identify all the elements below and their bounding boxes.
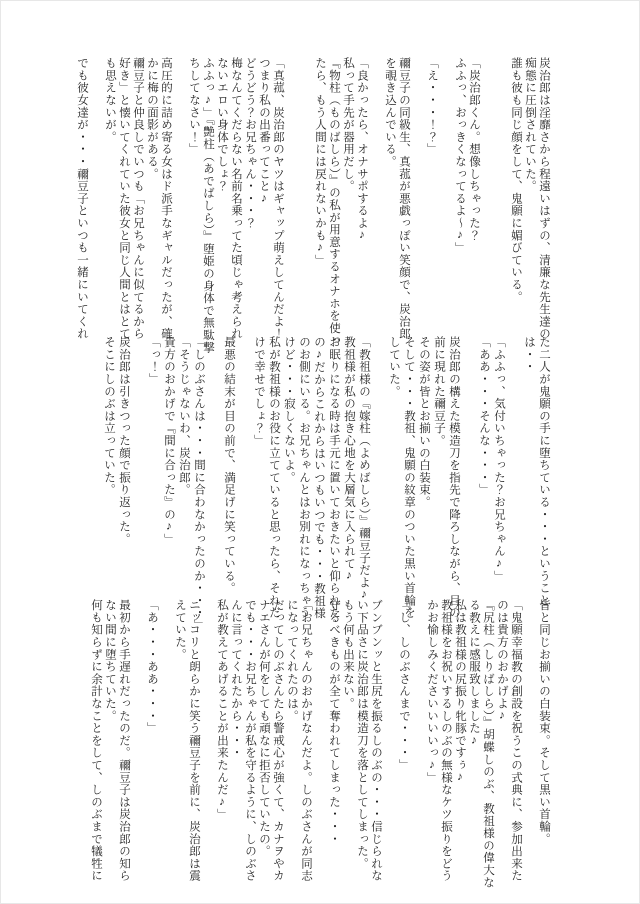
text-column: つまり私の出番ってこと♪: [258, 57, 270, 206]
text-band-middle: [101, 336, 551, 631]
text-column: 「炭治郎くん。想像しちゃった？: [468, 57, 480, 242]
text-column: 『尻柱（しりばしら）』胡蝶しのぶ、教祖様の偉大な: [482, 599, 494, 889]
text-column: 最悪の結末が目の前で、満足げに笑っている。: [223, 336, 235, 595]
text-band-bottom: [89, 599, 551, 888]
text-column: 「しのぶさんは・・・間に合わなかったのか・・・」: [193, 336, 205, 632]
text-column: 「ああ・・・そんな・・・」: [478, 336, 490, 496]
text-column: ふふっ、おっきくなってるよ～♪」: [454, 57, 466, 255]
text-column: [371, 336, 386, 631]
text-column: 高圧的に詰め寄る女はド派手なギャルだったが、確: [160, 57, 172, 340]
text-column: 梅なんてくだらない名前名乗ってた頃じゃ考えられ: [230, 57, 242, 340]
text-column: 何も知らずに余計なことをして、しのぶまで犠牲に: [90, 599, 102, 882]
text-column: んに言ってくれたから・・・: [230, 599, 242, 759]
text-column: [523, 599, 537, 888]
text-column: [173, 57, 187, 354]
text-column: 私は教祖様の尻振り牝豚ですぅ♪: [454, 599, 466, 784]
text-column: 炭治郎の構えた模造刀を指先で降ろしながら、目の: [448, 336, 460, 619]
text-column: けど・・・寂しくないよ。: [283, 336, 295, 484]
text-column: [89, 57, 103, 354]
text-column: い下品さに炭治郎は模造刀を落としてしまった。: [356, 599, 368, 870]
text-column: 「鬼願幸福教の創設を祝うこの式典に、参加出来た: [510, 599, 522, 882]
text-column: 私が教えてあげることが出来たんだ♪」: [216, 599, 228, 821]
text-column: [236, 336, 251, 631]
text-column: 「し、しのぶさんまで・・・」: [398, 599, 410, 772]
text-column: 守るべきものが全て奪われてしまった・・・: [328, 599, 340, 845]
text-column: のお側にいる。お兄ちゃんとはお別れになっちゃう: [298, 336, 310, 619]
text-column: [495, 57, 509, 354]
text-column: その姿が皆とお揃いの白装束。: [418, 336, 430, 509]
text-column: でも・・・お兄ちゃんが私を守るように、しのぶさ: [244, 599, 256, 882]
text-column: ちしてなさい！」: [188, 57, 200, 156]
text-column: たら、もう人間には戻れないかも♪」: [314, 57, 326, 267]
text-column: 最初から手遅れだったのだ。禰豆子は炭治郎の知ら: [118, 599, 130, 882]
text-column: ナエさんが何をしても頑なに拒否していたの。: [258, 599, 270, 858]
text-column: [411, 57, 425, 354]
text-band-top: [75, 57, 551, 354]
text-column: 禰豆子の同級生、真菰が悪戯っぽい笑顔で、炭治郎: [398, 57, 410, 340]
text-column: 「っ！」: [148, 336, 160, 386]
text-column: [369, 57, 383, 354]
text-column: 好き」と懐いてくれていた彼女と同じ人間とはとて: [118, 57, 130, 340]
text-column: [285, 57, 299, 354]
text-column: 「教祖様の『嫁柱（よめばしら）』禰豆子だよ♪: [358, 336, 370, 602]
text-column: 「ふふっ、気付いちゃった？お兄ちゃん♪」: [493, 336, 505, 583]
text-column: 誰も彼も同じ顔をして、鬼願に媚びている。: [510, 57, 522, 303]
text-column: [313, 599, 327, 888]
text-column: でも彼女達が・・・禰豆子といつも一緒にいてくれ: [76, 57, 88, 340]
text-column: [461, 336, 476, 631]
text-column: 前に現れた禰豆子。: [433, 336, 445, 447]
text-column: 「え・・・！？」: [426, 57, 438, 156]
text-column: 「真菰、炭治郎のヤツはギャップ萌えしてんだよ！: [272, 57, 284, 340]
text-column: ニッコリと朗らかに笑う禰豆子を前に、炭治郎は震: [188, 599, 200, 882]
text-column: 炭治郎は引きつった顔で振り返った。: [118, 336, 130, 546]
text-column: を覗き込んでいる。: [384, 57, 396, 168]
text-column: 「そうじゃないわ、炭治郎。: [178, 336, 190, 496]
text-column: [131, 336, 146, 631]
text-column: 教祖様をお祝いするしのぶの無様なケツ振りをどう: [440, 599, 452, 882]
text-column: 「良かったら、オナサポするよ♪: [356, 57, 368, 242]
text-column: ない間に堕ちていた。: [104, 599, 116, 722]
text-column: になってくれたのは。: [286, 599, 298, 722]
text-column: も思えないが。: [104, 57, 116, 144]
text-column: [439, 57, 453, 354]
text-column: もう何も出来ない。: [342, 599, 354, 710]
text-column: [411, 599, 425, 888]
text-column: かお愉しみくださいいいいっ♪」: [426, 599, 438, 784]
text-column: [159, 599, 173, 888]
text-column: 炭治郎は淫靡さから程遠いはずの、清廉な先生達の: [538, 57, 550, 340]
text-column: だってしのぶさんたら警戒心が強くて、カナヲやカ: [272, 599, 284, 882]
text-column: 「お兄ちゃんのおかげなんだよ。しのぶさんが同志: [300, 599, 312, 882]
text-column: 教祖様が私の抱き心地を大層気に入られて♪: [343, 336, 355, 583]
text-column: ふふっ♪」『艶柱（あでばしら）』堕姫の身体で無駄撃: [202, 57, 214, 354]
text-column: [383, 599, 397, 888]
text-column: けで幸せでしょ？」: [253, 336, 265, 447]
text-column: の♪だからこれからはいつもいつでも・・・教祖様: [313, 336, 325, 620]
text-column: していた。: [388, 336, 400, 398]
text-column: [506, 336, 521, 631]
text-column: 禰豆子と仲良しでいつも「お兄ちゃんに似てるから: [132, 57, 144, 340]
text-column: そして・・・教祖、鬼願の紋章のついた黒い首輪を: [403, 336, 415, 619]
text-column: [481, 57, 495, 354]
text-column: 貴方のおかげで『間に合った』の♪」: [163, 336, 175, 546]
text-column: る教えに感服致しました♪: [468, 599, 480, 748]
text-column: ブンブンッと生尻を振るしのぶの・・・信じられな: [370, 599, 382, 882]
text-column: 私って手先が器用だし。: [342, 57, 354, 193]
text-column: 『物柱（ものばしら）』の私が用意するオナホを使っ: [328, 57, 340, 347]
text-column: そこにしのぶは立っていた。: [103, 336, 115, 496]
text-column: [206, 336, 221, 631]
text-column: 「あ・・・ああ・・・」: [146, 599, 158, 735]
text-column: [131, 599, 145, 888]
text-column: は・・: [523, 336, 535, 373]
text-column: どうどう？お兄ちゃん・・・？: [244, 57, 256, 230]
text-column: 皆と同じお揃いの白装束。そして黒い首輪。: [538, 599, 550, 845]
text-column: 痴態に圧倒されていた。: [524, 57, 536, 193]
text-column: のは貴方のおかげよ♪: [496, 599, 508, 723]
text-column: た二人が鬼願の手に堕ちている・・・ということ: [538, 336, 550, 607]
text-column: [299, 57, 313, 354]
text-column: [201, 599, 215, 888]
text-column: えていた。: [174, 599, 186, 661]
text-column: かに梅の面影がある。: [146, 57, 158, 180]
text-column: ないエロい身体でしょ？: [216, 57, 228, 193]
text-column: お眠りになる時は手元に置いておきたいと仰られた: [328, 336, 340, 619]
text-column: 私が教祖様のお役に立てていると思ったら、それだ: [268, 336, 280, 619]
